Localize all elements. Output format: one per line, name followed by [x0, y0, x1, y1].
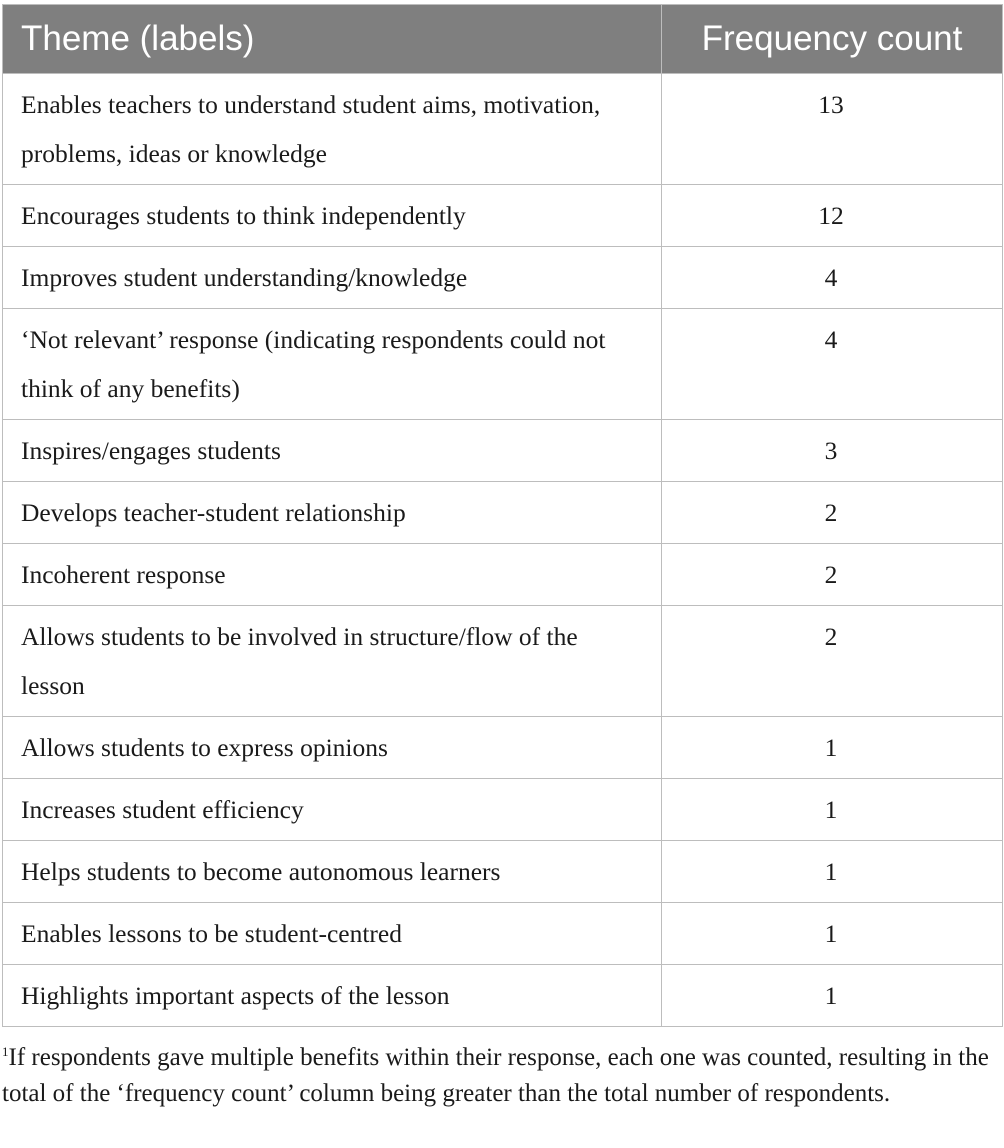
table-row: [3, 606, 1003, 717]
count-cell: 1: [662, 903, 1003, 965]
theme-cell: Enables lessons to be student-centred: [3, 903, 662, 965]
count-cell: 1: [662, 965, 1003, 1027]
count-cell: 4: [662, 247, 1003, 309]
table-row: [3, 482, 1003, 544]
footnote-marker: 1: [2, 1044, 9, 1059]
theme-cell: Increases student efficiency: [3, 779, 662, 841]
theme-cell: Allows students to be involved in structure/flow of the lesson: [3, 606, 662, 717]
table-row: [3, 185, 1003, 247]
theme-cell: Incoherent response: [3, 544, 662, 606]
theme-column-header: Theme (labels): [3, 5, 662, 74]
table-footnote: [2, 1034, 1002, 1112]
table-header: [3, 5, 1003, 74]
table-row: [3, 965, 1003, 1027]
theme-cell: Inspires/engages students: [3, 420, 662, 482]
theme-cell: Allows students to express opinions: [3, 717, 662, 779]
count-cell: 2: [662, 544, 1003, 606]
table-body: [3, 74, 1003, 1027]
theme-cell: Enables teachers to understand student aims, motivation, problems, ideas or knowledge: [3, 74, 662, 185]
count-cell: 12: [662, 185, 1003, 247]
table-row: [3, 247, 1003, 309]
table-row: [3, 309, 1003, 420]
frequency-column-header: Frequency count: [662, 5, 1003, 74]
count-cell: 2: [662, 606, 1003, 717]
theme-cell: Improves student understanding/knowledge: [3, 247, 662, 309]
theme-cell: ‘Not relevant’ response (indicating respondents could not think of any benefits): [3, 309, 662, 420]
theme-cell: Develops teacher-student relationship: [3, 482, 662, 544]
table-row: [3, 841, 1003, 903]
theme-cell: Highlights important aspects of the lesson: [3, 965, 662, 1027]
count-cell: 4: [662, 309, 1003, 420]
count-cell: 2: [662, 482, 1003, 544]
footnote-text: If respondents gave multiple benefits within their response, each one was counted, resulting in the total of the ‘frequency count’ column being greater than the total number of respondents.: [2, 1044, 989, 1107]
table-row: [3, 717, 1003, 779]
theme-cell: Helps students to become autonomous learners: [3, 841, 662, 903]
count-cell: 13: [662, 74, 1003, 185]
frequency-table: [2, 4, 1003, 1027]
table-row: [3, 420, 1003, 482]
count-cell: 1: [662, 841, 1003, 903]
theme-cell: Encourages students to think independently: [3, 185, 662, 247]
table-row: [3, 74, 1003, 185]
count-cell: 1: [662, 717, 1003, 779]
header-row: [3, 5, 1003, 74]
count-cell: 1: [662, 779, 1003, 841]
count-cell: 3: [662, 420, 1003, 482]
frequency-table-container: [2, 4, 1002, 1027]
table-row: [3, 544, 1003, 606]
table-row: [3, 903, 1003, 965]
table-row: [3, 779, 1003, 841]
